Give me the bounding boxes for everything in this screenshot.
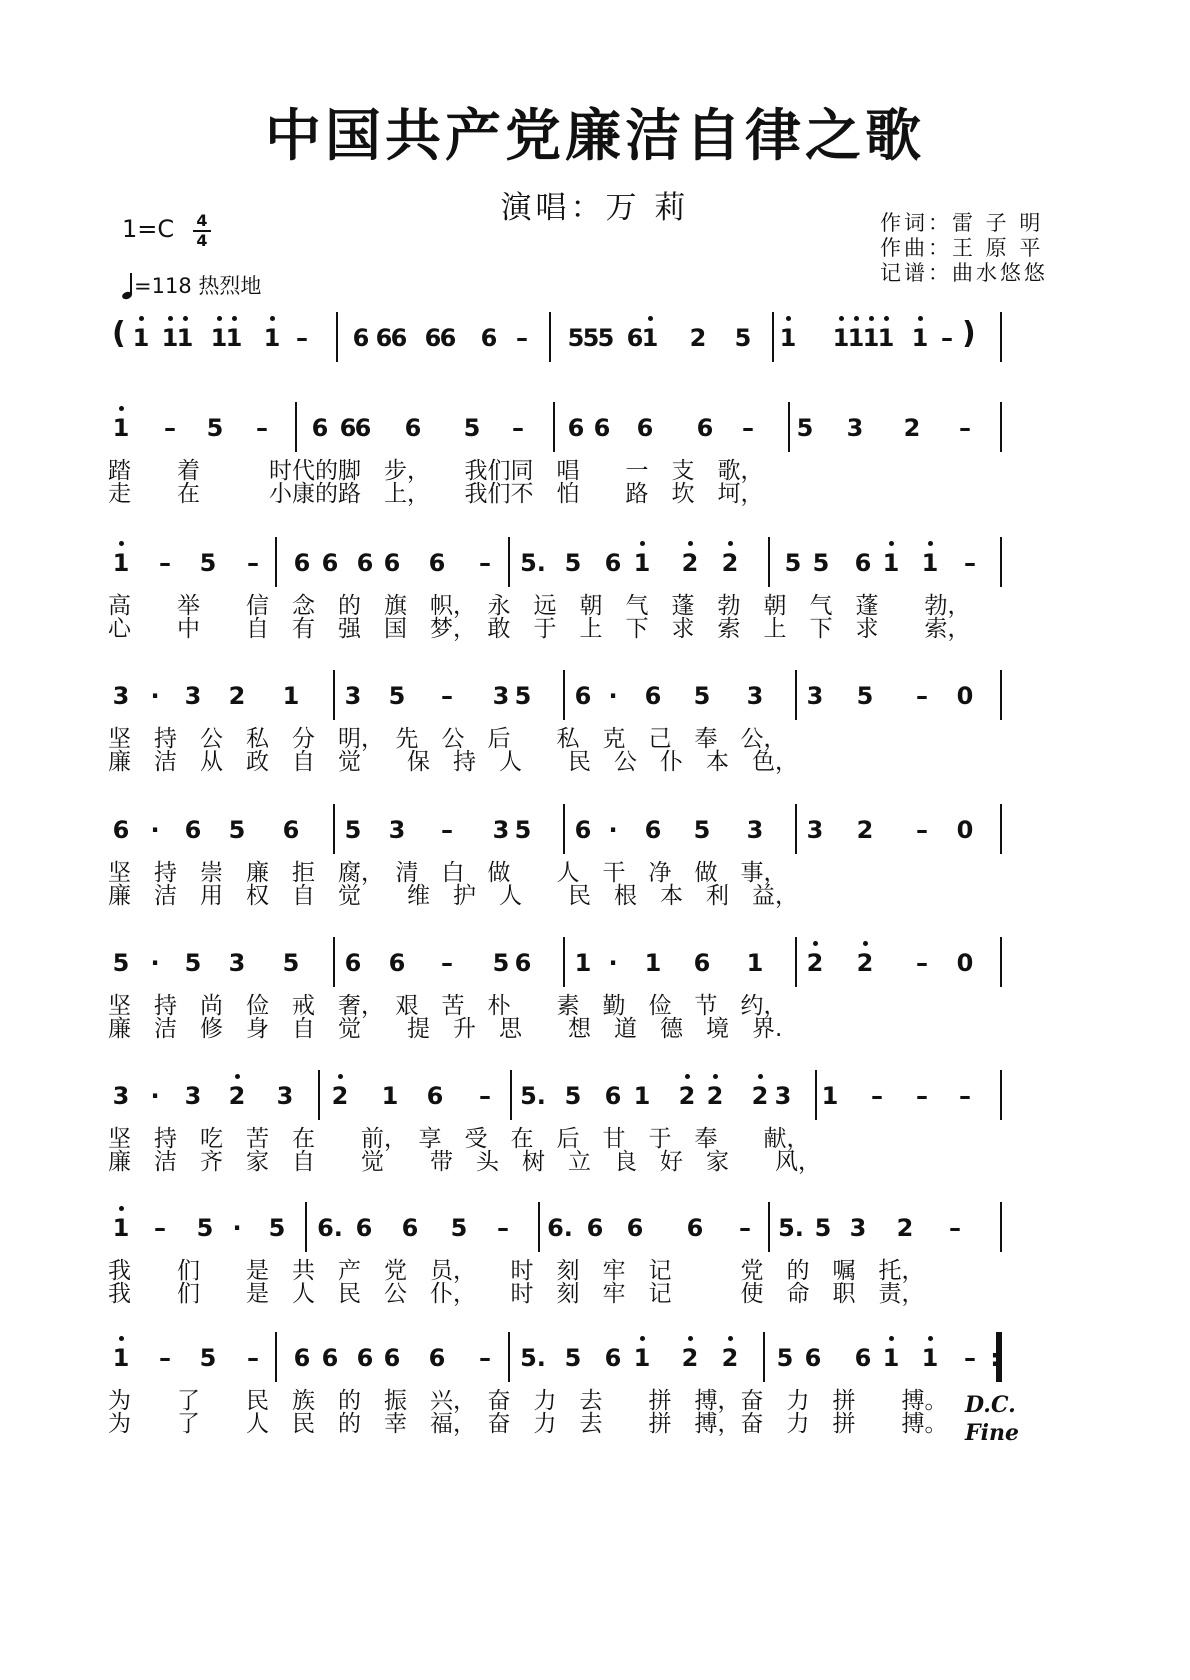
- dash-note: –: [154, 1214, 166, 1242]
- note: 5: [463, 414, 481, 442]
- dash-note: –: [871, 1082, 883, 1110]
- bar-line: [295, 402, 297, 452]
- high-octave-dot: [119, 541, 124, 546]
- bar-line: [563, 937, 565, 987]
- note: 5: [693, 816, 711, 844]
- lyric-verse-2: 走 在 小康的路 上， 我们不 怕 路 坎 坷，: [108, 481, 764, 507]
- note: 1: [882, 1344, 900, 1372]
- lyric-verse-2: 廉 洁 齐 家 自 觉 带 头 树 立 良 好 家 风，: [108, 1149, 821, 1175]
- bar-line: [1000, 312, 1002, 362]
- note: 6: [604, 1082, 622, 1110]
- note: 2: [856, 816, 874, 844]
- high-octave-dot: [235, 1074, 240, 1079]
- note: 5.: [520, 1082, 546, 1110]
- bar-line: [1000, 537, 1002, 587]
- note: 2: [721, 549, 739, 577]
- lyric-verse-1: 高 举 信 念 的 旗 帜， 永 远 朝 气 蓬 勃 朝 气 蓬 勃，: [108, 593, 971, 619]
- note: 5: [112, 949, 130, 977]
- note: 5: [228, 816, 246, 844]
- note: 6: [339, 414, 357, 442]
- note: 1: [161, 324, 179, 352]
- dash-note: –: [739, 1214, 751, 1242]
- note: 2: [681, 1344, 699, 1372]
- dash-note: –: [164, 414, 176, 442]
- note: 2: [806, 949, 824, 977]
- note: 6: [574, 682, 592, 710]
- note: 3: [746, 682, 764, 710]
- dash-note: –: [441, 949, 453, 977]
- note: 5: [344, 816, 362, 844]
- note: 6.: [547, 1214, 573, 1242]
- note: 5: [196, 1214, 214, 1242]
- time-signature: [193, 213, 211, 249]
- bar-line: [275, 1332, 277, 1382]
- note: 6.: [317, 1214, 343, 1242]
- note: 5: [388, 682, 406, 710]
- high-octave-dot: [928, 1336, 933, 1341]
- note: 5: [567, 324, 585, 352]
- note: 6: [321, 549, 339, 577]
- bar-line: [333, 937, 335, 987]
- score-row: [0, 410, 1190, 560]
- dash-note: –: [479, 1082, 491, 1110]
- open-paren: (: [112, 316, 126, 351]
- note: 6: [574, 816, 592, 844]
- note: 5: [184, 949, 202, 977]
- note: 1: [282, 682, 300, 710]
- note: 5.: [520, 1344, 546, 1372]
- dash-note: –: [441, 682, 453, 710]
- lyric-verse-2: 我 们 是 人 民 公 仆， 时 刻 牢 记 使 命 职 责，: [108, 1281, 925, 1307]
- note: 6: [112, 816, 130, 844]
- score-row: [0, 812, 1190, 962]
- note: 3: [846, 414, 864, 442]
- bar-line: [1000, 1202, 1002, 1252]
- note: 0: [956, 682, 974, 710]
- tempo-marking: [122, 270, 261, 300]
- score-row: [0, 545, 1190, 695]
- dash-note: –: [916, 682, 928, 710]
- bar-line: [508, 1332, 510, 1382]
- note: 6: [480, 324, 498, 352]
- note: 2: [331, 1082, 349, 1110]
- note: 3: [388, 816, 406, 844]
- note: 6: [354, 414, 372, 442]
- high-octave-dot: [232, 316, 237, 321]
- bar-line: [553, 402, 555, 452]
- note: 1: [574, 949, 592, 977]
- dot-note: ·: [150, 949, 160, 977]
- bar-line: [275, 537, 277, 587]
- note: 1: [132, 324, 150, 352]
- high-octave-dot: [183, 316, 188, 321]
- dot-note: ·: [608, 682, 618, 710]
- note: 6: [636, 414, 654, 442]
- bar-line: [1000, 804, 1002, 854]
- note: 6: [644, 816, 662, 844]
- note: 5: [282, 949, 300, 977]
- note: 1: [641, 324, 659, 352]
- note: 2: [751, 1082, 769, 1110]
- note: 3: [184, 682, 202, 710]
- dash-note: –: [916, 816, 928, 844]
- dash-note: –: [964, 1344, 976, 1372]
- note: 6: [514, 949, 532, 977]
- note: 3: [228, 949, 246, 977]
- note: 1: [633, 549, 651, 577]
- note: 2: [856, 949, 874, 977]
- bar-line: [333, 804, 335, 854]
- note: 1: [779, 324, 797, 352]
- high-octave-dot: [889, 1336, 894, 1341]
- dot-note: ·: [608, 949, 618, 977]
- note: 6: [355, 1214, 373, 1242]
- tempo-text: =118 热烈地: [134, 274, 262, 298]
- high-octave-dot: [119, 1336, 124, 1341]
- note: 3: [806, 816, 824, 844]
- note: 5: [856, 682, 874, 710]
- note: 1: [847, 324, 865, 352]
- note: 6: [428, 1344, 446, 1372]
- high-octave-dot: [786, 316, 791, 321]
- high-octave-dot: [119, 406, 124, 411]
- note: 5: [734, 324, 752, 352]
- note: 2: [681, 549, 699, 577]
- note: 1: [225, 324, 243, 352]
- bar-line: [336, 312, 338, 362]
- bar-line: [563, 804, 565, 854]
- dot-note: ·: [232, 1214, 242, 1242]
- high-octave-dot: [863, 941, 868, 946]
- dash-note: –: [479, 549, 491, 577]
- dot-note: ·: [608, 816, 618, 844]
- note: 6: [644, 682, 662, 710]
- note: 6: [804, 1344, 822, 1372]
- high-octave-dot: [688, 541, 693, 546]
- dot-note: ·: [150, 682, 160, 710]
- note: 2: [721, 1344, 739, 1372]
- bar-line: [538, 1202, 540, 1252]
- high-octave-dot: [688, 1336, 693, 1341]
- lyric-verse-2: 心 中 自 有 强 国 梦， 敢 于 上 下 求 索 上 下 求 索，: [108, 616, 971, 642]
- high-octave-dot: [869, 316, 874, 321]
- lyric-verse-2: 廉 洁 修 身 自 觉 提 升 思 想 道 德 境 界.: [108, 1016, 783, 1042]
- high-octave-dot: [884, 316, 889, 321]
- lyric-verse-1: 坚 持 公 私 分 明， 先 公 后 私 克 己 奉 公，: [108, 726, 787, 752]
- note: :: [990, 1344, 1000, 1372]
- dash-note: –: [247, 549, 259, 577]
- note: 1: [882, 549, 900, 577]
- fine-mark: Fine: [965, 1420, 1019, 1446]
- bar-line: [549, 312, 551, 362]
- note: 0: [956, 816, 974, 844]
- score-row: [0, 1340, 1190, 1490]
- high-octave-dot: [839, 316, 844, 321]
- note: 2: [228, 682, 246, 710]
- note: 3: [112, 682, 130, 710]
- note: 6: [439, 324, 457, 352]
- high-octave-dot: [119, 1206, 124, 1211]
- note: 5: [564, 1344, 582, 1372]
- note: 6: [356, 549, 374, 577]
- bar-line: [1000, 402, 1002, 452]
- note: 2: [903, 414, 921, 442]
- dash-note: –: [296, 324, 308, 352]
- note: 6: [586, 1214, 604, 1242]
- high-octave-dot: [685, 1074, 690, 1079]
- note: 6: [593, 414, 611, 442]
- dash-note: –: [479, 1344, 491, 1372]
- note: 5: [564, 549, 582, 577]
- high-octave-dot: [758, 1074, 763, 1079]
- note: 5: [450, 1214, 468, 1242]
- transcriber-credit: 记谱：曲水悠悠: [880, 261, 1048, 285]
- dash-note: –: [516, 324, 528, 352]
- bar-line: [795, 670, 797, 720]
- song-title: 中国共产党廉洁自律之歌: [265, 103, 925, 169]
- note: 6: [311, 414, 329, 442]
- lyric-verse-1: 我 们 是 共 产 党 员， 时 刻 牢 记 党 的 嘱 托，: [108, 1258, 925, 1284]
- note: 3: [746, 816, 764, 844]
- score-row: [0, 945, 1190, 1095]
- high-octave-dot: [640, 1336, 645, 1341]
- lyricist-credit: 作词：雷 子 明: [880, 211, 1044, 235]
- note: 1: [821, 1082, 839, 1110]
- dash-note: –: [159, 549, 171, 577]
- note: 5: [693, 682, 711, 710]
- lyric-verse-1: 为 了 民 族 的 振 兴， 奋 力 去 拼 搏，奋 力 拼 搏。: [108, 1388, 948, 1414]
- dash-note: –: [159, 1344, 171, 1372]
- dash-note: –: [916, 1082, 928, 1110]
- note: 2: [896, 1214, 914, 1242]
- dash-note: –: [949, 1214, 961, 1242]
- high-octave-dot: [928, 541, 933, 546]
- note: 6: [356, 1344, 374, 1372]
- note: 3: [806, 682, 824, 710]
- note: 6: [375, 324, 393, 352]
- note: 1: [263, 324, 281, 352]
- dot-note: ·: [150, 816, 160, 844]
- note: 6: [696, 414, 714, 442]
- note: 6: [383, 549, 401, 577]
- note: 1: [381, 1082, 399, 1110]
- high-octave-dot: [640, 541, 645, 546]
- note: 6: [404, 414, 422, 442]
- note: 5: [268, 1214, 286, 1242]
- note: 5: [206, 414, 224, 442]
- time-signature-bottom: 4: [196, 231, 208, 250]
- dash-note: –: [959, 414, 971, 442]
- note: 5.: [520, 549, 546, 577]
- note: 1: [210, 324, 228, 352]
- lyric-verse-2: 廉 洁 用 权 自 觉 维 护 人 民 根 本 利 益，: [108, 883, 798, 909]
- dash-note: –: [916, 949, 928, 977]
- lyric-verse-2: 廉 洁 从 政 自 觉 保 持 人 民 公 仆 本 色，: [108, 749, 798, 775]
- note: 6: [184, 816, 202, 844]
- note: 6: [567, 414, 585, 442]
- note: 2: [689, 324, 707, 352]
- note: 5: [812, 549, 830, 577]
- high-octave-dot: [270, 316, 275, 321]
- bar-line: [795, 937, 797, 987]
- note: 5: [796, 414, 814, 442]
- bar-line: [1000, 937, 1002, 987]
- note: 5.: [778, 1214, 804, 1242]
- lyric-verse-2: 为 了 人 民 的 幸 福， 奋 力 去 拼 搏，奋 力 拼 搏。: [108, 1411, 948, 1437]
- note: 3: [492, 816, 510, 844]
- high-octave-dot: [813, 941, 818, 946]
- note: 6: [424, 324, 442, 352]
- note: 6: [293, 1344, 311, 1372]
- note: 3: [276, 1082, 294, 1110]
- note: 1: [746, 949, 764, 977]
- note: 2: [706, 1082, 724, 1110]
- lyric-verse-1: 坚 持 吃 苦 在 前， 享 受 在 后 甘 于 奉 献，: [108, 1126, 810, 1152]
- bar-line: [333, 670, 335, 720]
- note: 6: [388, 949, 406, 977]
- note: 6: [352, 324, 370, 352]
- note: 6: [626, 1214, 644, 1242]
- dash-note: –: [512, 414, 524, 442]
- note: 1: [633, 1344, 651, 1372]
- note: 5: [514, 816, 532, 844]
- note: 6: [854, 1344, 872, 1372]
- dash-note: –: [941, 324, 953, 352]
- lyric-verse-1: 坚 持 尚 俭 戒 奢， 艰 苦 朴 素 勤 俭 节 约，: [108, 993, 787, 1019]
- note: 5: [492, 949, 510, 977]
- note: 3: [184, 1082, 202, 1110]
- note: 6: [401, 1214, 419, 1242]
- note: 3: [112, 1082, 130, 1110]
- note: 2: [678, 1082, 696, 1110]
- note: 6: [626, 324, 644, 352]
- score-row: [0, 1210, 1190, 1360]
- dash-note: –: [497, 1214, 509, 1242]
- note: 1: [633, 1082, 651, 1110]
- high-octave-dot: [728, 541, 733, 546]
- note: 3: [344, 682, 362, 710]
- high-octave-dot: [139, 316, 144, 321]
- note: 1: [911, 324, 929, 352]
- note: 6: [390, 324, 408, 352]
- note: 6: [604, 549, 622, 577]
- note: 6: [686, 1214, 704, 1242]
- quarter-note-icon: [122, 273, 134, 299]
- dot-note: ·: [150, 1082, 160, 1110]
- note: 5: [776, 1344, 794, 1372]
- dash-note: –: [441, 816, 453, 844]
- note: 3: [774, 1082, 792, 1110]
- lyric-verse-1: 踏 着 时代的脚 步， 我们同 唱 一 支 歌，: [108, 458, 764, 484]
- high-octave-dot: [713, 1074, 718, 1079]
- score-row: [0, 678, 1190, 828]
- note: 1: [921, 549, 939, 577]
- note: 5: [514, 682, 532, 710]
- bar-line: [768, 537, 770, 587]
- note: 6: [282, 816, 300, 844]
- note: 5: [199, 549, 217, 577]
- bar-line: [508, 537, 510, 587]
- note: 5: [199, 1344, 217, 1372]
- close-paren: ): [962, 316, 976, 351]
- bar-line: [768, 1202, 770, 1252]
- bar-line: [318, 1070, 320, 1120]
- score-row: [0, 1078, 1190, 1228]
- note: 1: [877, 324, 895, 352]
- note: 1: [644, 949, 662, 977]
- bar-line: [305, 1202, 307, 1252]
- bar-line: [1000, 670, 1002, 720]
- note: 5: [814, 1214, 832, 1242]
- note: 1: [832, 324, 850, 352]
- note: 6: [604, 1344, 622, 1372]
- bar-line: [763, 1332, 765, 1382]
- dash-note: –: [964, 549, 976, 577]
- note: 3: [492, 682, 510, 710]
- note: 5: [564, 1082, 582, 1110]
- dash-note: –: [959, 1082, 971, 1110]
- dash-note: –: [256, 414, 268, 442]
- note: 6: [321, 1344, 339, 1372]
- time-signature-top: 4: [196, 211, 208, 230]
- note: 1: [176, 324, 194, 352]
- note: 1: [921, 1344, 939, 1372]
- note: 3: [849, 1214, 867, 1242]
- dc-mark: D.C.: [965, 1392, 1016, 1418]
- lyric-verse-1: 坚 持 崇 廉 拒 腐， 清 白 做 人 干 净 做 事，: [108, 860, 787, 886]
- dash-note: –: [247, 1344, 259, 1372]
- note: 1: [112, 1214, 130, 1242]
- high-octave-dot: [854, 316, 859, 321]
- note: 6: [693, 949, 711, 977]
- note: 1: [862, 324, 880, 352]
- high-octave-dot: [889, 541, 894, 546]
- note: 5: [784, 549, 802, 577]
- singer-credit: 演唱：万 莉: [500, 190, 690, 226]
- note: 1: [112, 1344, 130, 1372]
- note: 6: [428, 549, 446, 577]
- bar-line: [563, 670, 565, 720]
- note: 1: [112, 549, 130, 577]
- high-octave-dot: [338, 1074, 343, 1079]
- note: 2: [228, 1082, 246, 1110]
- note: 6: [383, 1344, 401, 1372]
- note: 6: [426, 1082, 444, 1110]
- high-octave-dot: [217, 316, 222, 321]
- high-octave-dot: [648, 316, 653, 321]
- high-octave-dot: [728, 1336, 733, 1341]
- note: 1: [112, 414, 130, 442]
- bar-line: [1000, 1070, 1002, 1120]
- dash-note: –: [742, 414, 754, 442]
- note: 6: [344, 949, 362, 977]
- note: 6: [293, 549, 311, 577]
- high-octave-dot: [918, 316, 923, 321]
- key-signature: 1=C: [122, 215, 175, 243]
- note: 6: [854, 549, 872, 577]
- note: 5: [597, 324, 615, 352]
- bar-line: [795, 804, 797, 854]
- note: 0: [956, 949, 974, 977]
- high-octave-dot: [168, 316, 173, 321]
- composer-credit: 作曲：王 原 平: [880, 236, 1044, 260]
- bar-line: [510, 1070, 512, 1120]
- note: 5: [582, 324, 600, 352]
